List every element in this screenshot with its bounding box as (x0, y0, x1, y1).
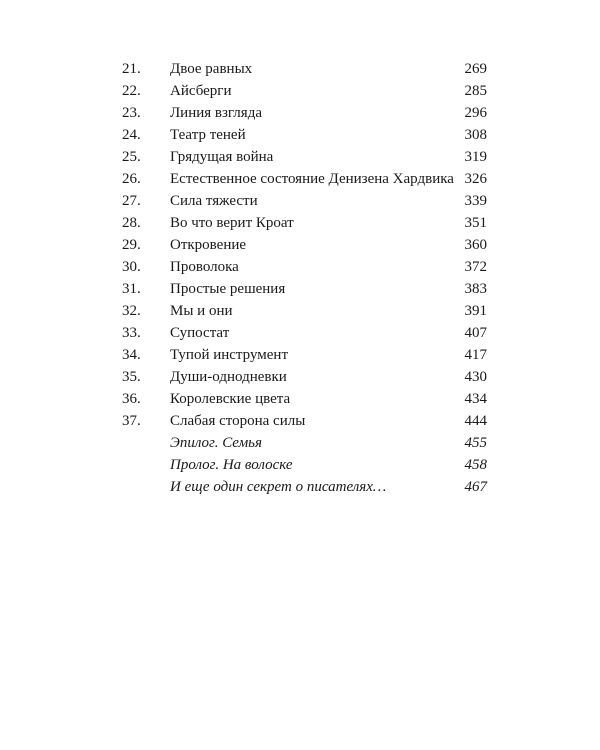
chapter-title: Во что верит Кроат (170, 215, 294, 231)
toc-extra-entry (0, 432, 600, 454)
chapter-number: 28. (122, 215, 141, 231)
toc-entry (0, 366, 600, 388)
page-number: 296 (464, 105, 487, 121)
chapter-title: Простые решения (170, 281, 286, 297)
toc-entry (0, 322, 600, 344)
chapter-number: 23. (122, 105, 141, 121)
toc-extra-entry (0, 476, 600, 498)
chapter-number: 22. (122, 83, 141, 99)
chapter-number: 25. (122, 149, 141, 165)
toc-entry (0, 58, 600, 80)
chapter-number: 32. (122, 303, 141, 319)
page-number: 285 (464, 83, 487, 99)
chapter-title: Естественное состояние Денизена Хардвика (170, 171, 454, 187)
chapter-title: Проволока (170, 259, 239, 275)
chapter-title: Двое равных (170, 61, 253, 77)
page-number: 360 (464, 237, 487, 253)
page-number: 339 (464, 193, 487, 209)
page-number: 407 (464, 325, 487, 341)
chapter-title: Души-однодневки (170, 369, 287, 385)
page-number: 458 (464, 457, 487, 473)
toc-entry (0, 300, 600, 322)
section-title: Пролог. На волоске (170, 457, 293, 473)
chapter-number: 26. (122, 171, 141, 187)
chapter-title: Откровение (170, 237, 247, 253)
chapter-number: 31. (122, 281, 141, 297)
toc-entry (0, 80, 600, 102)
page-number: 308 (464, 127, 487, 143)
page-number: 372 (464, 259, 487, 275)
page-number: 417 (464, 347, 487, 363)
chapter-number: 29. (122, 237, 141, 253)
page-number: 319 (464, 149, 487, 165)
toc-entry (0, 146, 600, 168)
chapter-title: Грядущая война (170, 149, 274, 165)
toc-entry (0, 168, 600, 190)
toc-entry (0, 124, 600, 146)
chapter-title: Слабая сторона силы (170, 413, 306, 429)
chapter-title: Мы и они (170, 303, 233, 319)
chapter-number: 21. (122, 61, 141, 77)
chapter-number: 37. (122, 413, 141, 429)
toc-entry (0, 256, 600, 278)
page-number: 391 (464, 303, 487, 319)
toc-entry (0, 102, 600, 124)
table-of-contents (0, 58, 600, 498)
chapter-title: Театр теней (170, 127, 246, 143)
toc-entry (0, 410, 600, 432)
section-title: Эпилог. Семья (170, 435, 262, 451)
chapter-number: 35. (122, 369, 141, 385)
toc-entry (0, 190, 600, 212)
toc-extra-entry (0, 454, 600, 476)
chapter-title: Супостат (170, 325, 230, 341)
page-number: 351 (464, 215, 487, 231)
chapter-number: 36. (122, 391, 141, 407)
section-title: И еще один секрет о писателях… (170, 479, 387, 495)
chapter-title: Линия взгляда (170, 105, 262, 121)
chapter-title: Айсберги (170, 83, 232, 99)
chapter-title: Королевские цвета (170, 391, 291, 407)
page-number: 455 (464, 435, 487, 451)
chapter-number: 27. (122, 193, 141, 209)
chapter-number: 33. (122, 325, 141, 341)
toc-entry (0, 278, 600, 300)
page-number: 430 (464, 369, 487, 385)
toc-entry (0, 388, 600, 410)
chapter-title: Сила тяжести (170, 193, 258, 209)
page-number: 467 (464, 479, 487, 495)
toc-entry (0, 344, 600, 366)
chapter-number: 30. (122, 259, 141, 275)
toc-entry (0, 234, 600, 256)
chapter-number: 24. (122, 127, 141, 143)
page-number: 383 (464, 281, 487, 297)
page-number: 434 (464, 391, 487, 407)
page-number: 444 (464, 413, 487, 429)
toc-entry (0, 212, 600, 234)
page-number: 269 (464, 61, 487, 77)
page-number: 326 (464, 171, 487, 187)
chapter-title: Тупой инструмент (170, 347, 289, 363)
chapter-number: 34. (122, 347, 141, 363)
